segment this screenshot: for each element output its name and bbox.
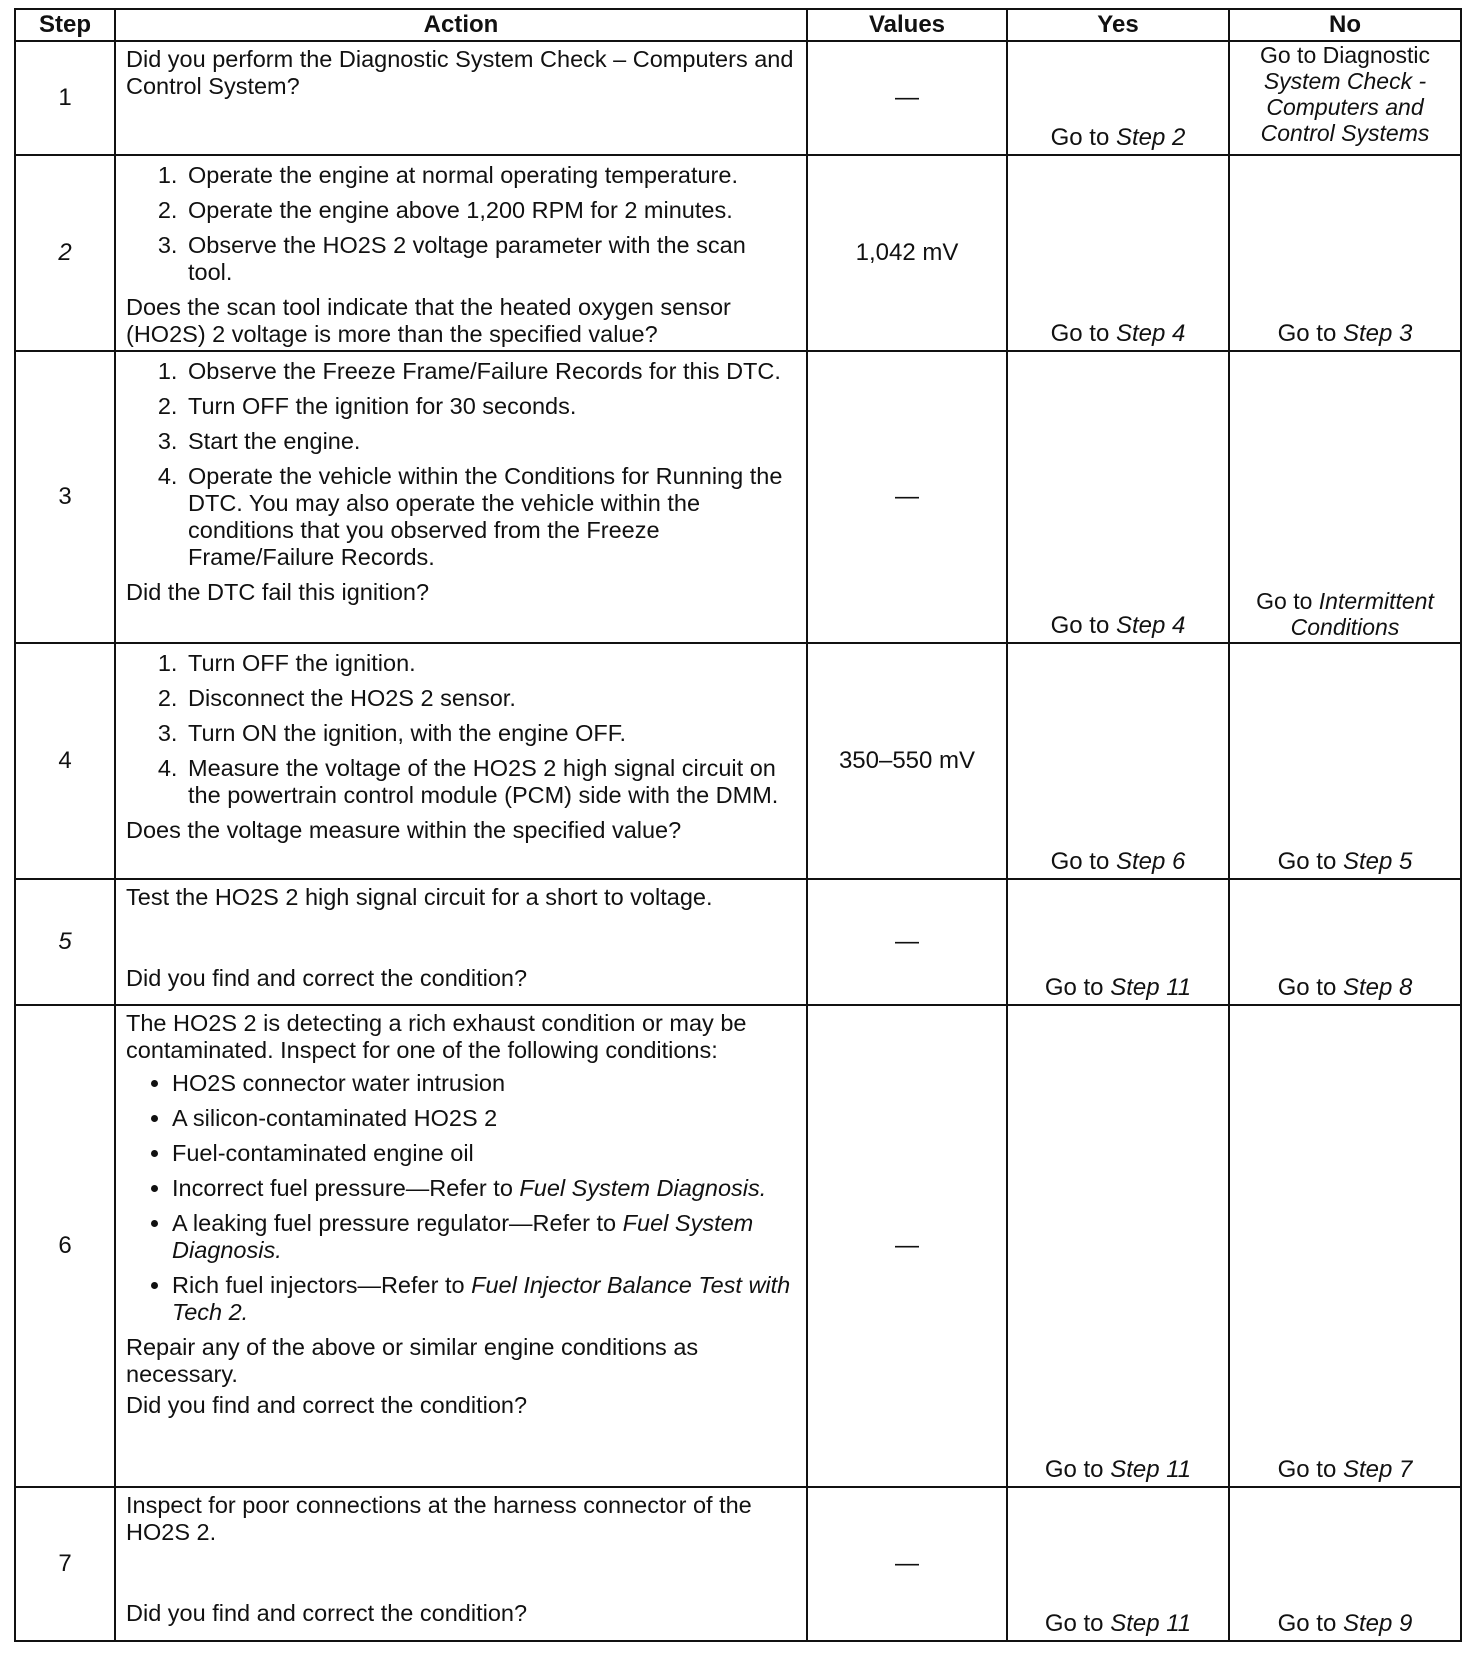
condition-list (126, 1070, 796, 1326)
no-target: Intermittent Conditions (1290, 588, 1434, 640)
action-cell (115, 643, 807, 879)
value-cell: — (807, 1487, 1007, 1641)
header-step: Step (15, 9, 115, 41)
condition-text: Fuel-contaminated engine oil (172, 1140, 474, 1166)
action-cell (115, 351, 807, 643)
action-step: 3. Turn ON the ignition, with the engine OFF. (184, 720, 796, 747)
yes-target: Step 2 (1115, 124, 1186, 151)
condition-ref[interactable]: Fuel System Diagnosis. (519, 1175, 767, 1201)
condition-text: Incorrect fuel pressure—Refer to (172, 1175, 520, 1201)
yes-target: Step 4 (1115, 612, 1186, 639)
yes-target: Step 11 (1110, 1456, 1192, 1483)
goto-prefix: Go to (1050, 612, 1116, 639)
value-cell: — (807, 1005, 1007, 1487)
no-line: Go to Diagnostic (1259, 42, 1431, 68)
no-cell[interactable] (1229, 643, 1461, 879)
condition-text: A leaking fuel pressure regulator—Refer to (172, 1210, 623, 1236)
condition-item (172, 1105, 796, 1132)
no-cell[interactable] (1229, 351, 1461, 643)
goto-prefix: Go to (1044, 974, 1111, 1001)
condition-item (172, 1175, 796, 1202)
action-question: Did you find and correct the condition? (126, 965, 528, 991)
no-cell[interactable] (1229, 879, 1461, 1005)
condition-item (172, 1272, 796, 1326)
step-number: 6 (15, 1005, 115, 1487)
table-row-step-5 (15, 879, 1461, 1005)
step-number: 7 (15, 1487, 115, 1641)
no-cell[interactable] (1229, 41, 1461, 155)
step-number: 4 (15, 643, 115, 879)
goto-prefix: Go to (1050, 124, 1116, 151)
no-cell[interactable] (1229, 1005, 1461, 1487)
action-question: Did the DTC fail this ignition? (126, 579, 430, 605)
action-steps (126, 358, 796, 571)
value-cell: — (807, 351, 1007, 643)
header-yes: Yes (1007, 9, 1229, 41)
yes-target: Step 6 (1115, 848, 1186, 875)
yes-cell[interactable] (1007, 155, 1229, 351)
condition-ref[interactable]: Fuel System Diagnosis. (172, 1210, 754, 1263)
goto-prefix: Go to (1277, 320, 1343, 347)
goto-prefix: Go to (1044, 1456, 1111, 1483)
no-target: Step 3 (1342, 320, 1413, 347)
goto-prefix: Go to (1050, 848, 1116, 875)
header-no: No (1229, 9, 1461, 41)
no-target: Step 5 (1342, 848, 1413, 875)
no-line: System Check - (1263, 68, 1427, 94)
goto-prefix: Go to (1277, 1456, 1343, 1483)
step-number: 1 (15, 41, 115, 155)
table-row-step-6 (15, 1005, 1461, 1487)
action-step: 3. Observe the HO2S 2 voltage parameter with the scan tool. (184, 232, 796, 286)
condition-text: Rich fuel injectors—Refer to (172, 1272, 472, 1298)
goto-prefix: Go to (1277, 1610, 1343, 1637)
no-target: Step 9 (1342, 1610, 1413, 1637)
table-row-step-3 (15, 351, 1461, 643)
table-row-step-4 (15, 643, 1461, 879)
action-question: Did you find and correct the condition? (126, 1600, 528, 1626)
yes-cell[interactable] (1007, 41, 1229, 155)
action-cell (115, 41, 807, 155)
no-target: Step 7 (1342, 1456, 1413, 1483)
action-question: Did you perform the Diagnostic System Check – Computers and Control System? (126, 46, 794, 99)
no-cell[interactable] (1229, 155, 1461, 351)
action-step: 2. Turn OFF the ignition for 30 seconds. (184, 393, 796, 420)
yes-cell[interactable] (1007, 1487, 1229, 1641)
action-cell (115, 879, 807, 1005)
condition-ref[interactable]: Fuel Injector Balance Test with Tech 2. (172, 1272, 791, 1325)
condition-item (172, 1140, 796, 1167)
value-cell: 1,042 mV (807, 155, 1007, 351)
action-step: 4. Operate the vehicle within the Conditions for Running the DTC. You may also operate the vehicle within the conditions that you observed from the Freeze Frame/Failure Records. (184, 463, 796, 571)
header-row (15, 9, 1461, 41)
action-step: 1. Turn OFF the ignition. (184, 650, 796, 677)
diagnostic-table (14, 8, 1462, 1642)
yes-target: Step 4 (1115, 320, 1186, 347)
goto-prefix: Go to (1256, 588, 1319, 614)
yes-target: Step 11 (1110, 974, 1192, 1001)
header-values: Values (807, 9, 1007, 41)
goto-prefix: Go to (1277, 848, 1343, 875)
action-step: 1. Operate the engine at normal operating temperature. (184, 162, 796, 189)
value-cell: — (807, 879, 1007, 1005)
action-step: 2. Disconnect the HO2S 2 sensor. (184, 685, 796, 712)
table-row-step-2 (15, 155, 1461, 351)
condition-text: HO2S connector water intrusion (172, 1070, 506, 1096)
no-line: Control Systems (1260, 120, 1430, 146)
step-number: 2 (15, 155, 115, 351)
yes-cell[interactable] (1007, 643, 1229, 879)
action-intro: Inspect for poor connections at the harness connector of the HO2S 2. (126, 1492, 752, 1545)
action-cell (115, 1487, 807, 1641)
table-row-step-7 (15, 1487, 1461, 1641)
action-cell (115, 1005, 807, 1487)
value-cell: — (807, 41, 1007, 155)
header-action: Action (115, 9, 807, 41)
action-step: 1. Observe the Freeze Frame/Failure Records for this DTC. (184, 358, 796, 385)
no-line: Computers and (1266, 94, 1424, 120)
yes-cell[interactable] (1007, 351, 1229, 643)
action-steps (126, 650, 796, 809)
action-question: Does the scan tool indicate that the heated oxygen sensor (HO2S) 2 voltage is more than the specified value? (126, 294, 731, 347)
step-number: 3 (15, 351, 115, 643)
step-number: 5 (15, 879, 115, 1005)
no-target: Step 8 (1342, 974, 1413, 1001)
action-step: 4. Measure the voltage of the HO2S 2 high signal circuit on the powertrain control module (PCM) side with the DMM. (184, 755, 796, 809)
goto-prefix: Go to (1044, 1610, 1111, 1637)
action-question: Did you find and correct the condition? (126, 1392, 528, 1418)
yes-cell[interactable] (1007, 1005, 1229, 1487)
action-cell (115, 155, 807, 351)
value-cell: 350–550 mV (807, 643, 1007, 879)
condition-text: A silicon-contaminated HO2S 2 (172, 1105, 498, 1131)
table-row-step-1 (15, 41, 1461, 155)
action-step: 2. Operate the engine above 1,200 RPM for 2 minutes. (184, 197, 796, 224)
goto-prefix: Go to (1277, 974, 1343, 1001)
action-intro: Test the HO2S 2 high signal circuit for a short to voltage. (126, 884, 713, 910)
condition-item (172, 1210, 796, 1264)
condition-item (172, 1070, 796, 1097)
yes-cell[interactable] (1007, 879, 1229, 1005)
action-question: Does the voltage measure within the specified value? (126, 817, 682, 843)
action-repair: Repair any of the above or similar engine conditions as necessary. (126, 1334, 699, 1387)
no-cell[interactable] (1229, 1487, 1461, 1641)
goto-prefix: Go to (1050, 320, 1116, 347)
action-steps (126, 162, 796, 286)
action-step: 3. Start the engine. (184, 428, 796, 455)
action-intro: The HO2S 2 is detecting a rich exhaust condition or may be contaminated. Inspect for one of the following conditions: (126, 1010, 747, 1063)
yes-target: Step 11 (1110, 1610, 1192, 1637)
